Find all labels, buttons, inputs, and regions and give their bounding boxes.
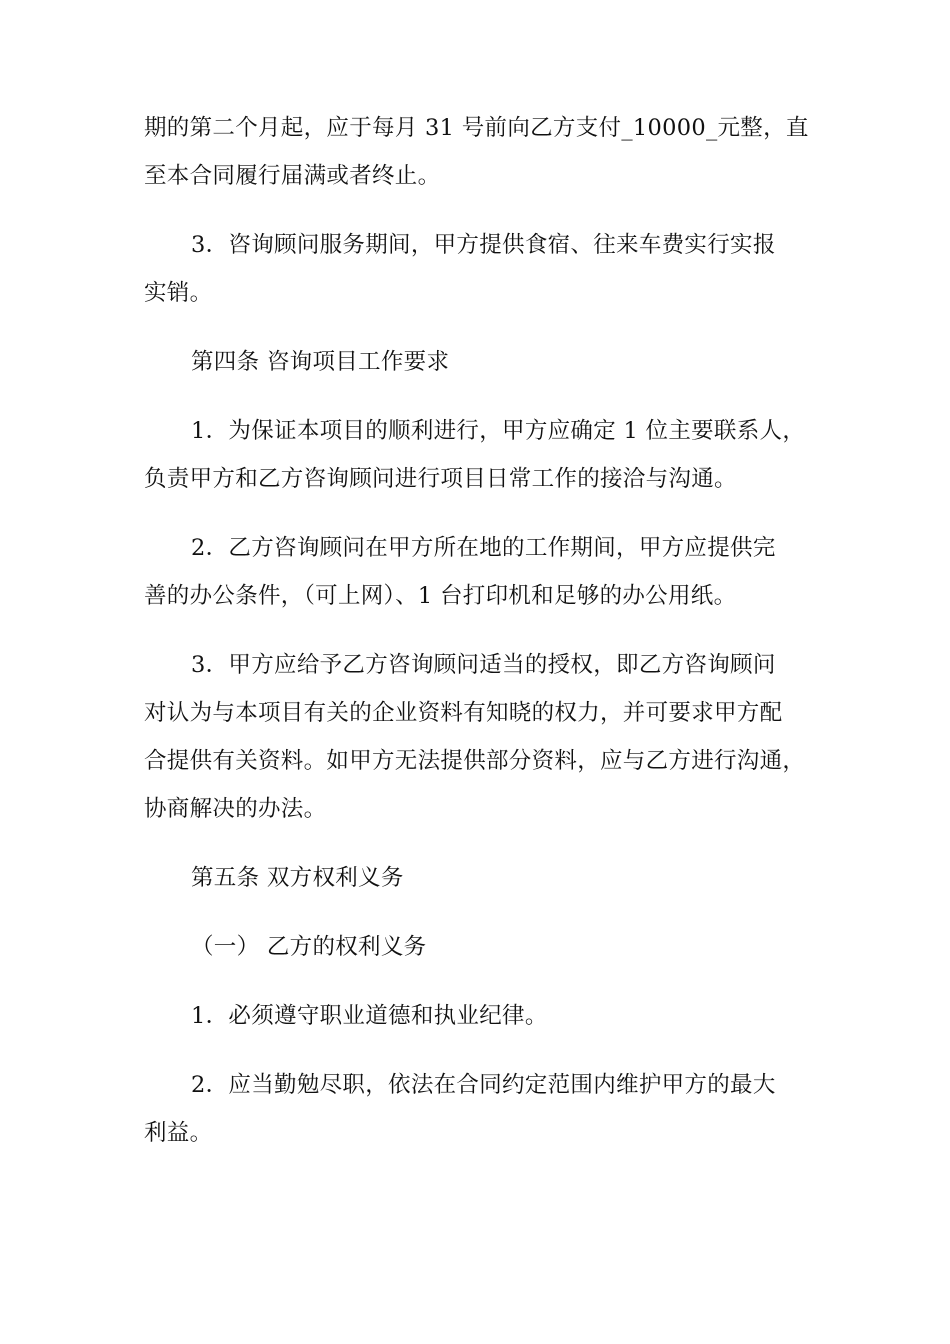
text-line: 3．咨询顾问服务期间，甲方提供食宿、往来车费实行实报 (191, 232, 776, 258)
document-body (144, 104, 808, 1178)
text-line: （一） 乙方的权利义务 (191, 934, 427, 960)
text-line: 负责甲方和乙方咨询顾问进行项目日常工作的接洽与沟通。 (144, 466, 737, 492)
article-5-heading (144, 854, 808, 902)
text-line: 协商解决的办法。 (144, 796, 327, 822)
text-line: 利益。 (144, 1120, 213, 1146)
text-line: 合提供有关资料。如甲方无法提供部分资料，应与乙方进行沟通， (144, 748, 806, 774)
article-4-heading (144, 338, 808, 386)
paragraph-professional-ethics (144, 992, 808, 1040)
text-line: 第四条 咨询项目工作要求 (191, 349, 450, 375)
text-line: 期的第二个月起，应于每月 31 号前向乙方支付_10000_元整，直 (144, 115, 809, 141)
text-line: 对认为与本项目有关的企业资料有知晓的权力，并可要求甲方配 (144, 700, 783, 726)
text-line: 实销。 (144, 280, 213, 306)
text-line: 善的办公条件，（可上网）、1 台打印机和足够的办公用纸。 (144, 583, 737, 609)
paragraph-authorization (144, 641, 808, 833)
text-line: 2．乙方咨询顾问在甲方所在地的工作期间，甲方应提供完 (191, 535, 776, 561)
paragraph-office-conditions (144, 524, 808, 620)
text-line: 2．应当勤勉尽职，依法在合同约定范围内维护甲方的最大 (191, 1072, 776, 1098)
paragraph-payment-schedule (144, 104, 808, 200)
paragraph-contact-person (144, 407, 808, 503)
paragraph-diligence (144, 1061, 808, 1157)
section-party-b-heading (144, 923, 808, 971)
text-line: 3．甲方应给予乙方咨询顾问适当的授权，即乙方咨询顾问 (191, 652, 776, 678)
paragraph-expenses (144, 221, 808, 317)
text-line: 至本合同履行届满或者终止。 (144, 163, 441, 189)
text-line: 第五条 双方权利义务 (191, 865, 404, 891)
text-line: 1．必须遵守职业道德和执业纪律。 (191, 1003, 548, 1029)
text-line: 1．为保证本项目的顺利进行，甲方应确定 1 位主要联系人， (191, 418, 806, 444)
